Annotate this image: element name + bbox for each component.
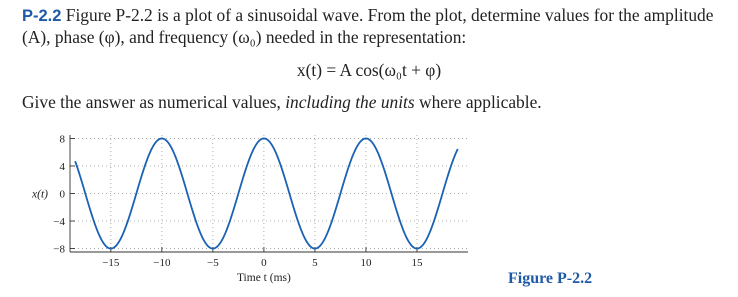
- figure-caption: Figure P-2.2: [508, 270, 593, 287]
- problem-id: P-2.2: [22, 7, 62, 25]
- x-tick-label: −15: [102, 257, 120, 269]
- y-axis-label: x(t): [32, 188, 48, 201]
- problem-statement: [22, 5, 722, 48]
- problem-text: Figure P-2.2 is a plot of a sinusoidal wave. From the plot, determine values for the amplitude (A), phase (φ), and frequency (ω₀) needed in the representation:: [22, 5, 714, 47]
- y-tick-label: 4: [59, 160, 65, 173]
- sinusoid-chart: [0, 120, 520, 292]
- equation: x(t) = A cos(ω₀t + φ): [296, 60, 442, 80]
- x-tick-label: −10: [153, 257, 171, 269]
- x-tick-label: 15: [411, 257, 423, 269]
- y-tick-label: 0: [59, 188, 65, 201]
- instruction-text-2: where applicable.: [414, 92, 542, 112]
- y-tick-label: 8: [59, 133, 65, 146]
- instruction-text-1: Give the answer as numerical values,: [22, 92, 286, 112]
- grid: [70, 135, 468, 252]
- y-tick-label: −4: [53, 216, 65, 229]
- x-tick-label: 0: [261, 257, 267, 269]
- x-axis-label: Time t (ms): [236, 272, 291, 284]
- y-tick-label: −8: [53, 243, 65, 256]
- x-tick-label: 5: [312, 257, 318, 269]
- x-tick-label: 10: [360, 257, 372, 269]
- x-tick-label: −5: [207, 257, 219, 269]
- instruction: [22, 92, 722, 113]
- instruction-emphasis: including the units: [285, 92, 415, 112]
